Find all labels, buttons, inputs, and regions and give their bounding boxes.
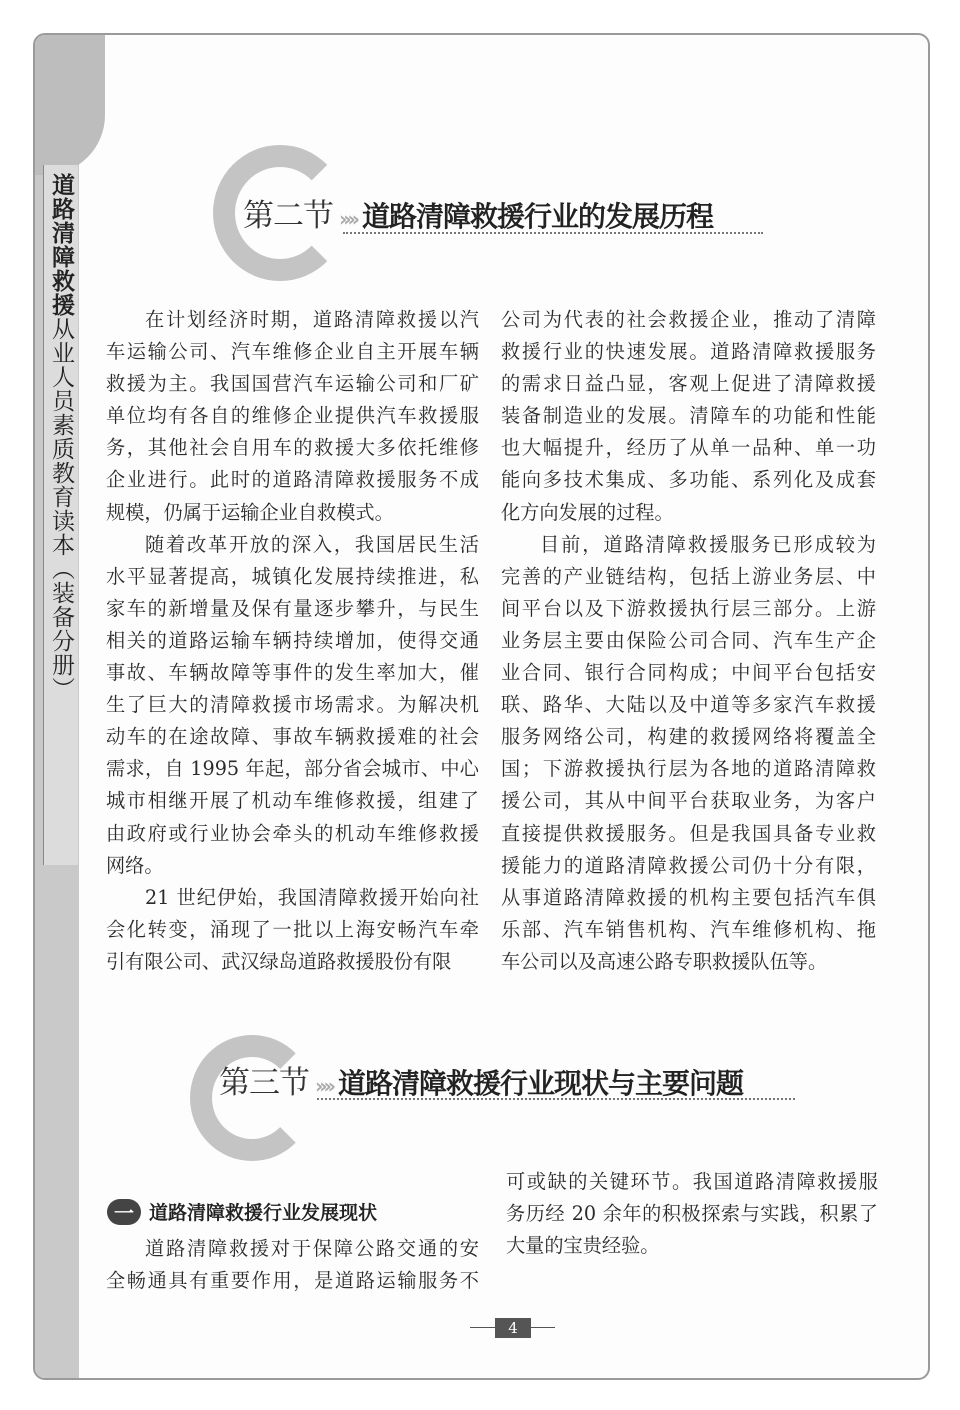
- book-title-bold: 道路清障救援: [48, 173, 75, 317]
- text-line: 随着改革开放的深入，我国居民生活: [145, 532, 479, 556]
- text-line: 援公司，其从中间平台获取业务，为客户: [501, 789, 876, 813]
- section-2-left-column: [106, 304, 479, 978]
- text-line: 事故、车辆故障等事件的发生率加大，催: [106, 661, 479, 685]
- text-line: 能向多技术集成、多功能、系列化及成套: [501, 468, 876, 492]
- text-line: 国；下游救援执行层为各地的道路清障救: [501, 757, 876, 781]
- arrows-icon: ››››: [315, 1074, 332, 1098]
- text-line: 规模，仍属于运输企业自救模式。: [106, 500, 394, 524]
- text-line: 生了巨大的清障救援市场需求。为解决机: [106, 693, 479, 717]
- section-title: 道路清障救援行业现状与主要问题: [337, 1067, 743, 1100]
- text-line: 完善的产业链结构，包括上游业务层、中: [501, 564, 876, 588]
- text-line: 引有限公司、武汉绿岛道路救援股份有限: [106, 949, 452, 973]
- text-line: 相关的道路运输车辆持续增加，使得交通: [106, 628, 479, 652]
- text-line: 目前，道路清障救援服务已形成较为: [540, 532, 876, 556]
- text-line: 车运输公司、汽车维修企业自主开展车辆: [106, 340, 479, 364]
- section-number: 第三节: [219, 1065, 309, 1101]
- heading-underline: [343, 232, 763, 234]
- subsection-number-badge: 一: [107, 1199, 141, 1225]
- subsection-heading: [107, 1198, 377, 1225]
- section-number: 第二节: [243, 198, 333, 234]
- text-line: 也大幅提升，经历了从单一品种、单一功: [501, 436, 876, 460]
- text-line: 单位均有各自的维修企业提供汽车救援服: [106, 404, 479, 428]
- text-line: 救援为主。我国国营汽车运输公司和厂矿: [106, 372, 479, 396]
- text-line: 21 世纪伊始，我国清障救援开始向社: [145, 885, 479, 909]
- text-line: 公司为代表的社会救援企业，推动了清障: [501, 308, 876, 331]
- section-2-right-column: [501, 304, 876, 978]
- text-line: 务历经 20 余年的积极探索与实践，积累了: [506, 1202, 878, 1226]
- book-page: [33, 33, 930, 1380]
- text-line: 大量的宝贵经验。: [506, 1234, 660, 1258]
- section-2-heading: [243, 190, 713, 235]
- text-line: 在计划经济时期，道路清障救援以汽: [145, 308, 479, 331]
- text-line: 可或缺的关键环节。我国道路清障救援服: [506, 1170, 878, 1193]
- text-line: 服务网络公司，构建的救援网络将覆盖全: [501, 725, 876, 749]
- text-line: 水平显著提高，城镇化发展持续推进，私: [106, 564, 479, 588]
- text-line: 援能力的道路清障救援公司仍十分有限，: [501, 853, 876, 877]
- book-title-vertical: [46, 173, 76, 701]
- text-line: 会化转变，涌现了一批以上海安畅汽车牵: [106, 917, 479, 941]
- text-line: 由政府或行业协会牵头的机动车维修救援: [106, 821, 479, 845]
- text-line: 企业进行。此时的道路清障救援服务不成: [106, 468, 479, 492]
- text-line: 务，其他社会自用车的救援大多依托维修: [106, 436, 479, 460]
- section-3-left-column: [106, 1233, 479, 1297]
- text-line: 业务层主要由保险公司合同、汽车生产企: [501, 628, 876, 652]
- text-line: 道路清障救援对于保障公路交通的安: [145, 1237, 479, 1260]
- text-line: 家车的新增量及保有量逐步攀升，与民生: [106, 596, 479, 620]
- section-3-heading: [219, 1057, 743, 1102]
- subsection-title: 道路清障救援行业发展现状: [149, 1202, 378, 1224]
- page-number-label: 4: [495, 1318, 531, 1338]
- text-line: 直接提供救援服务。但是我国具备专业救: [501, 821, 876, 845]
- section-title: 道路清障救援行业的发展历程: [361, 200, 713, 233]
- text-line: 需求，自 1995 年起，部分省会城市、中心: [106, 757, 479, 781]
- text-line: 的需求日益凸显，客观上促进了清障救援: [501, 372, 876, 396]
- text-line: 业合同、银行合同构成；中间平台包括安: [501, 661, 876, 685]
- text-line: 乐部、汽车销售机构、汽车维修机构、拖: [501, 917, 876, 941]
- text-line: 网络。: [106, 853, 164, 877]
- text-line: 化方向发展的过程。: [501, 500, 674, 524]
- side-decoration: [35, 35, 105, 175]
- text-line: 间平台以及下游救援执行层三部分。上游: [501, 596, 876, 620]
- text-line: 从事道路清障救援的机构主要包括汽车俱: [501, 885, 876, 909]
- text-line: 联、路华、大陆以及中道等多家汽车救援: [501, 693, 876, 717]
- text-line: 车公司以及高速公路专职救援队伍等。: [501, 949, 828, 973]
- text-line: 动车的在途故障、事故车辆救援难的社会: [106, 725, 479, 749]
- page-number: [470, 1318, 555, 1338]
- text-line: 全畅通具有重要作用，是道路运输服务不: [106, 1269, 479, 1293]
- text-line: 救援行业的快速发展。道路清障救援服务: [501, 340, 876, 364]
- text-line: 装备制造业的发展。清障车的功能和性能: [501, 404, 876, 428]
- heading-underline: [317, 1098, 795, 1100]
- book-title-rest: 从业人员素质教育读本（装备分册）: [48, 317, 74, 701]
- section-3-right-column: [506, 1166, 878, 1262]
- arrows-icon: ››››: [339, 207, 356, 231]
- text-line: 城市相继开展了机动车维修救援，组建了: [106, 789, 479, 813]
